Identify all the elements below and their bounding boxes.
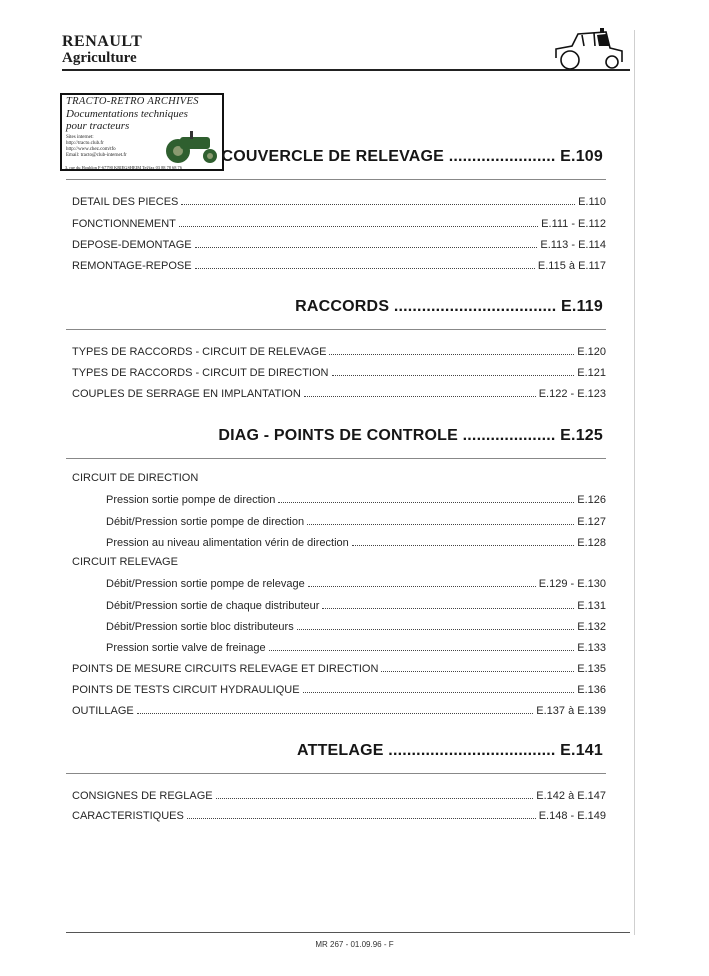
brand-line2: Agriculture [62, 50, 137, 66]
toc-entry-label: REMONTAGE-REPOSE [72, 260, 192, 272]
toc-entry-label: DEPOSE-DEMONTAGE [72, 239, 192, 251]
brand-logo [62, 34, 142, 66]
leader-dots [304, 396, 536, 397]
leader-dots [352, 545, 574, 546]
leader-dots [329, 354, 574, 355]
toc-entry [72, 256, 606, 272]
leader-dots [303, 692, 575, 693]
tractor-icon [542, 24, 628, 70]
toc-subentry [106, 490, 606, 506]
toc-entry [72, 680, 606, 696]
leader-dots [332, 375, 575, 376]
leader-dots [179, 226, 538, 227]
toc-entry-label: FONCTIONNEMENT [72, 218, 176, 230]
toc-entry-page: E.115 à E.117 [537, 260, 606, 272]
page-edge [634, 30, 635, 935]
stamp-sites-label: Sites internet: [66, 135, 94, 140]
toc-entry [72, 659, 606, 675]
stamp-line3: pour tracteurs [66, 120, 130, 132]
section-heading-diag: DIAG - POINTS DE CONTROLE .................... E.125 [218, 427, 603, 444]
toc-entry-page: E.127 [577, 516, 606, 528]
toc-entry-page: E.111 - E.112 [541, 218, 606, 230]
stamp-site1: http://tracto.club.fr [66, 141, 104, 146]
toc-entry-page: E.126 [577, 494, 606, 506]
toc-entry-page: E.148 - E.149 [538, 810, 606, 822]
toc-entry-label: POINTS DE MESURE CIRCUITS RELEVAGE ET DIRECTION [72, 663, 379, 675]
toc-subentry [106, 617, 606, 633]
leader-dots [195, 247, 538, 248]
section-heading-raccords: RACCORDS ................................... E.119 [295, 298, 603, 315]
toc-entry-page: E.110 [578, 196, 606, 208]
toc-entry [72, 806, 606, 822]
leader-dots [381, 671, 574, 672]
archive-stamp [60, 93, 224, 171]
stamp-tractor-icon [160, 131, 222, 165]
toc-entry [72, 701, 606, 717]
toc-entry [72, 235, 606, 251]
toc-subentry [106, 638, 606, 654]
toc-subentry [106, 574, 606, 590]
toc-entry-page: E.142 à E.147 [536, 790, 606, 802]
toc-subentry [106, 596, 606, 612]
toc-entry [72, 363, 606, 379]
toc-entry-page: E.133 [577, 642, 606, 654]
heading-rule [66, 773, 606, 774]
toc-entry-label: CARACTERISTIQUES [72, 810, 184, 822]
toc-entry-page: E.121 [577, 367, 606, 379]
toc-entry [72, 192, 606, 208]
toc-entry-page: E.137 à E.139 [536, 705, 606, 717]
toc-entry-label: TYPES DE RACCORDS - CIRCUIT DE RELEVAGE [72, 346, 327, 358]
toc-entry-page: E.136 [577, 684, 606, 696]
group-label-relevage: CIRCUIT RELEVAGE [72, 556, 178, 568]
toc-entry-label: Débit/Pression sortie pompe de relevage [106, 578, 305, 590]
toc-entry-label: DETAIL DES PIECES [72, 196, 179, 208]
heading-rule [66, 329, 606, 330]
leader-dots [278, 502, 574, 503]
toc-entry-page: E.120 [577, 346, 606, 358]
toc-entry-label: TYPES DE RACCORDS - CIRCUIT DE DIRECTION [72, 367, 329, 379]
leader-dots [308, 586, 536, 587]
toc-entry-label: OUTILLAGE [72, 705, 134, 717]
stamp-email: Email: tracto@club-internet.fr [66, 153, 127, 158]
toc-entry-page: E.135 [577, 663, 606, 675]
toc-entry-label: CONSIGNES DE REGLAGE [72, 790, 213, 802]
toc-entry-label: Pression sortie valve de freinage [106, 642, 266, 654]
toc-entry [72, 214, 606, 230]
section-heading-attelage: ATTELAGE .................................... E.141 [297, 742, 603, 759]
leader-dots [137, 713, 534, 714]
footer-document-code: MR 267 - 01.09.96 - F [315, 940, 394, 949]
leader-dots [322, 608, 574, 609]
toc-subentry [106, 533, 606, 549]
heading-rule [66, 458, 606, 459]
footer-rule [66, 932, 630, 933]
leader-dots [181, 204, 575, 205]
toc-entry-label: Débit/Pression sortie bloc distributeurs [106, 621, 294, 633]
toc-entry [72, 342, 606, 358]
brand-line1: RENAULT [62, 33, 143, 50]
toc-entry-label: Débit/Pression sortie de chaque distributeur [106, 600, 320, 612]
stamp-title: TRACTO-RETRO ARCHIVES [66, 96, 199, 107]
toc-entry-label: POINTS DE TESTS CIRCUIT HYDRAULIQUE [72, 684, 300, 696]
toc-entry [72, 384, 606, 400]
stamp-line2: Documentations techniques [66, 108, 188, 120]
toc-entry-page: E.132 [577, 621, 606, 633]
leader-dots [195, 268, 535, 269]
toc-entry-page: E.122 - E.123 [538, 388, 606, 400]
leader-dots [269, 650, 575, 651]
toc-entry-label: Pression au niveau alimentation vérin de direction [106, 537, 349, 549]
toc-entry-label: Débit/Pression sortie pompe de direction [106, 516, 305, 528]
stamp-site2: http://www.chez.com/tfo [66, 147, 116, 152]
toc-subentry [106, 512, 606, 528]
leader-dots [187, 818, 536, 819]
section-heading-couvercle: COUVERCLE DE RELEVAGE ....................... E.109 [221, 148, 603, 165]
toc-entry-page: E.128 [577, 537, 606, 549]
group-label-direction: CIRCUIT DE DIRECTION [72, 472, 199, 484]
leader-dots [297, 629, 575, 630]
stamp-address: 3, rue du Houblon F-67790 KRIEGSHEIM Tel/fax 03 88 78 68 76 [65, 165, 182, 170]
toc-entry-label: COUPLES DE SERRAGE EN IMPLANTATION [72, 388, 301, 400]
toc-entry-label: Pression sortie pompe de direction [106, 494, 276, 506]
leader-dots [307, 524, 574, 525]
toc-entry-page: E.129 - E.130 [538, 578, 606, 590]
toc-entry-page: E.131 [577, 600, 606, 612]
toc-entry [72, 786, 606, 802]
toc-entry-page: E.113 - E.114 [540, 239, 606, 251]
heading-rule [66, 179, 606, 180]
leader-dots [216, 798, 534, 799]
